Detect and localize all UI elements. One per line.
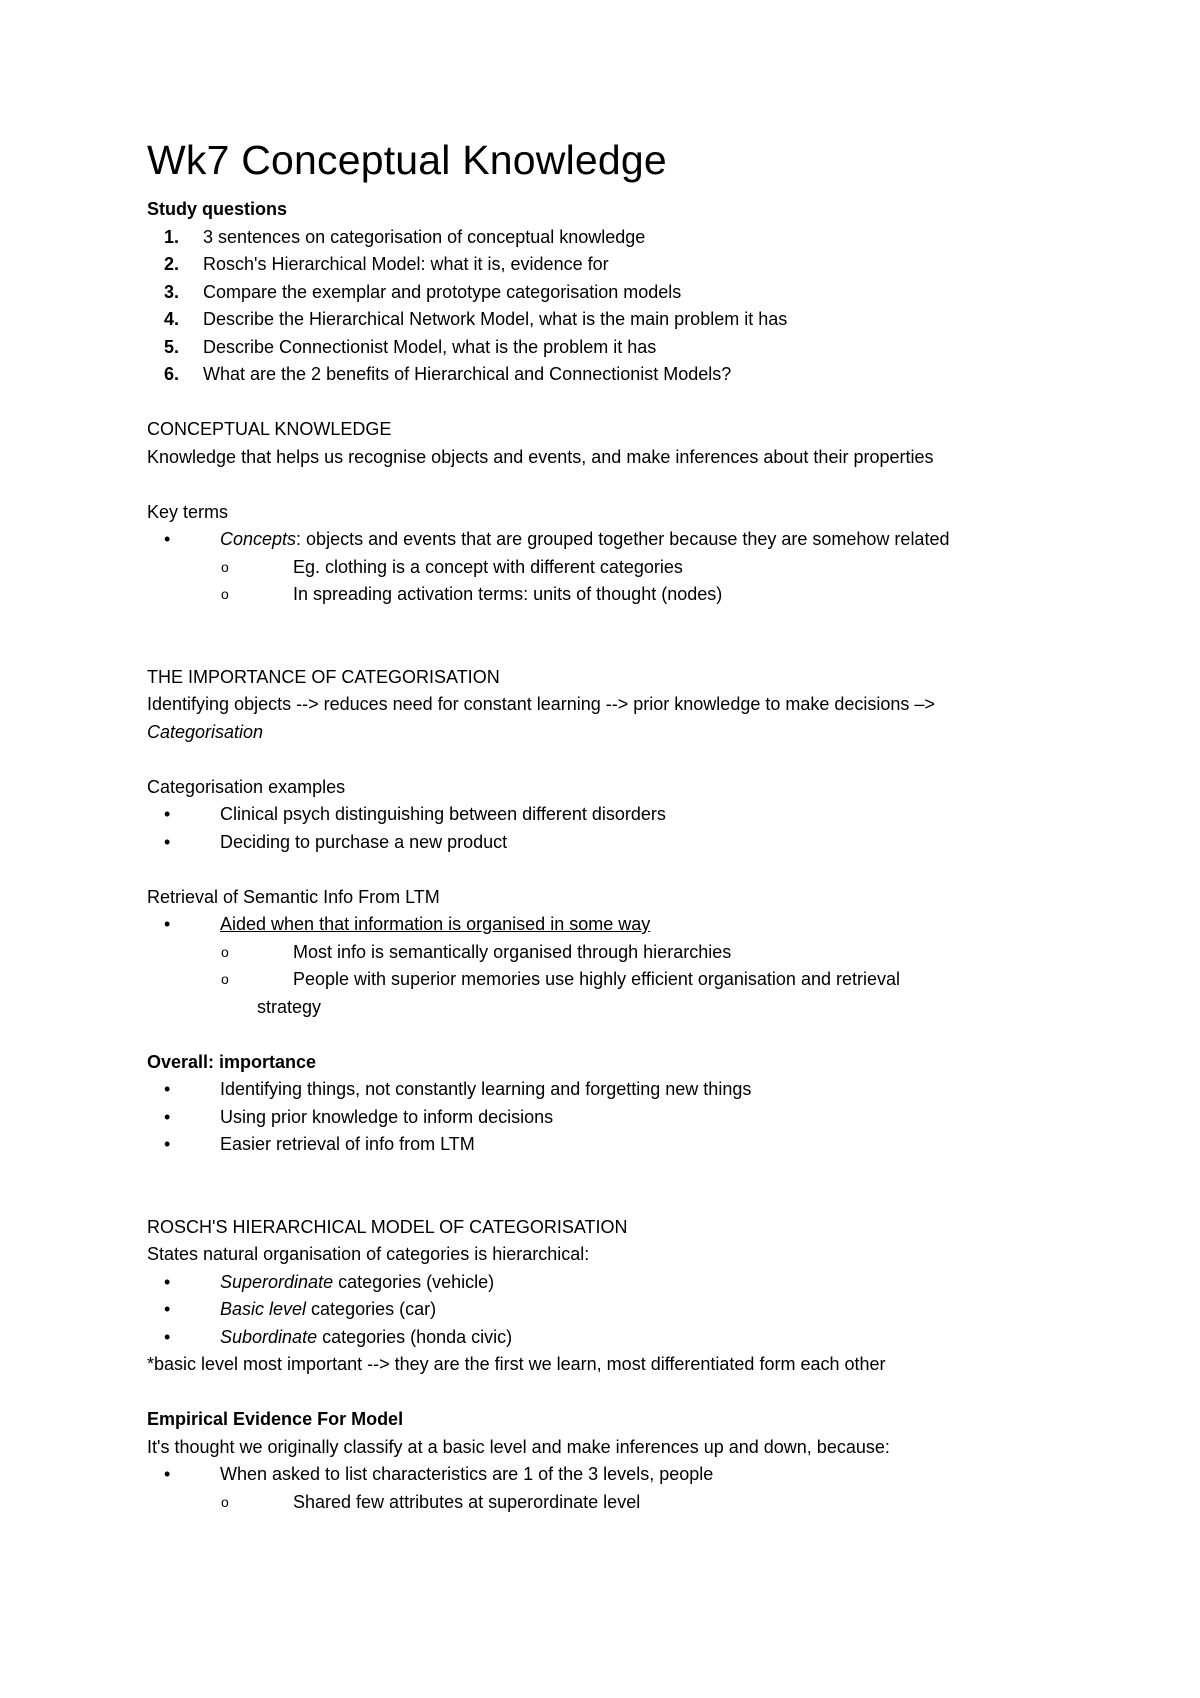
bullet-item: • Basic level categories (car) — [147, 1296, 1097, 1324]
circle-bullet-icon: o — [221, 558, 229, 575]
paragraph-line: States natural organisation of categories is hierarchical: — [147, 1244, 590, 1264]
paragraph-line: It's thought we originally classify at a basic level and make inferences up and down, because: — [147, 1436, 890, 1457]
study-questions-heading: Study questions — [147, 199, 288, 219]
bullet-item: • Using prior knowledge to inform decisions — [147, 1104, 1097, 1132]
bullet-icon: • — [164, 804, 171, 824]
overall-heading: Overall: importance — [147, 1051, 317, 1072]
list-item: 5. Describe Connectionist Model, what is the problem it has — [164, 336, 657, 357]
bullet-item: • Subordinate categories (honda civic) — [147, 1324, 1097, 1352]
list-item: 2. Rosch's Hierarchical Model: what it is, evidence for — [164, 254, 609, 274]
page-title: Wk7 Conceptual Knowledge — [147, 137, 667, 183]
bullet-icon: • — [164, 1271, 171, 1292]
bullet-icon: • — [164, 831, 171, 852]
evidence-heading: Empirical Evidence For Model — [147, 1409, 404, 1429]
sub-bullet-item: o In spreading activation terms: units of thought (nodes) — [147, 581, 1097, 609]
section-heading-importance: THE IMPORTANCE OF CATEGORISATION — [147, 666, 500, 687]
document-body — [147, 137, 1097, 1516]
bullet-item: • When asked to list characteristics are 1 of the 3 levels, people — [147, 1461, 1097, 1489]
key-terms-heading: Key terms — [147, 501, 229, 522]
list-item: 6. What are the 2 benefits of Hierarchical and Connectionist Models? — [164, 364, 732, 384]
bullet-icon: • — [164, 1464, 171, 1484]
sub-bullet-item: o Shared few attributes at superordinate level — [147, 1489, 1097, 1517]
bullet-icon: • — [164, 529, 171, 549]
section-heading-conceptual-knowledge: CONCEPTUAL KNOWLEDGE — [147, 419, 392, 439]
retrieval-heading: Retrieval of Semantic Info From LTM — [147, 886, 440, 907]
list-item: 4. Describe the Hierarchical Network Model, what is the main problem it has — [164, 309, 788, 329]
sub-bullet-item: o Eg. clothing is a concept with different categories — [147, 554, 1097, 582]
bullet-item: • Concepts: objects and events that are grouped together because they are somehow related — [147, 526, 1097, 554]
bullet-item: • Superordinate categories (vehicle) — [147, 1269, 1097, 1297]
list-item: 1. 3 sentences on categorisation of conceptual knowledge — [164, 226, 646, 247]
paragraph-line: Categorisation — [147, 721, 264, 742]
bullet-icon: • — [164, 914, 171, 934]
bullet-item: • Deciding to purchase a new product — [147, 829, 1097, 857]
bullet-icon: • — [164, 1106, 171, 1127]
sub-bullet-item: o People with superior memories use highly efficient organisation and retrieval — [147, 966, 1097, 994]
circle-bullet-icon: o — [221, 586, 229, 602]
examples-heading: Categorisation examples — [147, 776, 346, 797]
definition-text: Knowledge that helps us recognise objects and events, and make inferences about their properties — [147, 446, 934, 467]
bullet-icon: • — [164, 1326, 171, 1347]
list-item: 3. Compare the exemplar and prototype categorisation models — [164, 281, 682, 302]
circle-bullet-icon: o — [221, 943, 229, 960]
bullet-item: • Identifying things, not constantly learning and forgetting new things — [147, 1076, 1097, 1104]
sub-bullet-continuation: strategy — [257, 996, 322, 1017]
bullet-icon: • — [164, 1079, 171, 1099]
note-line: *basic level most important --> they are the first we learn, most differentiated form each other — [147, 1354, 886, 1374]
bullet-item: • Aided when that information is organised in some way — [147, 911, 1097, 939]
bullet-icon: • — [164, 1299, 171, 1319]
sub-bullet-item: o Most info is semantically organised through hierarchies — [147, 939, 1097, 967]
section-heading-rosch: ROSCH'S HIERARCHICAL MODEL OF CATEGORISATION — [147, 1216, 628, 1237]
bullet-icon: • — [164, 1134, 171, 1154]
bullet-item: • Easier retrieval of info from LTM — [147, 1131, 1097, 1159]
bullet-item: • Clinical psych distinguishing between different disorders — [147, 801, 1097, 829]
circle-bullet-icon: o — [221, 971, 229, 987]
circle-bullet-icon: o — [221, 1493, 229, 1510]
paragraph-line: Identifying objects --> reduces need for constant learning --> prior knowledge to make decisions –> — [147, 694, 935, 714]
